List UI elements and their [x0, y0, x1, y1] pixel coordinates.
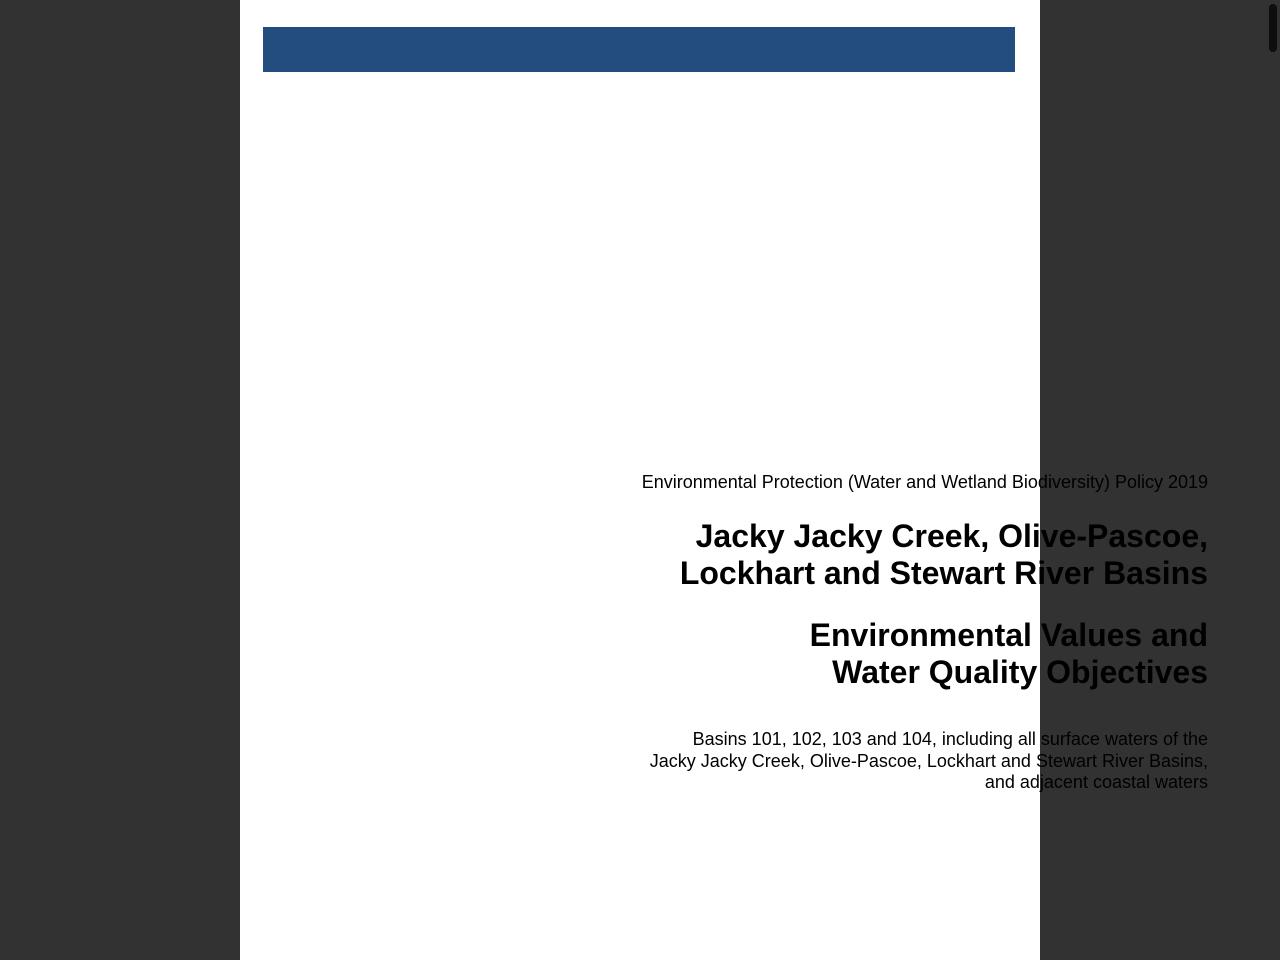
subtitle-line: Water Quality Objectives — [832, 654, 1208, 690]
description-line: Jacky Jacky Creek, Olive-Pascoe, Lockhart and Stewart River Basins, — [649, 750, 1208, 771]
subtitle-line: Environmental Values and — [809, 617, 1208, 653]
description-line: and adjacent coastal waters — [984, 772, 1208, 792]
scope-description — [650, 729, 1208, 794]
document-subtitle — [810, 617, 1208, 691]
title-line: Jacky Jacky Creek, Olive-Pascoe, — [695, 518, 1208, 554]
policy-name: Environmental Protection (Water and Wetland Biodiversity) Policy 2019 — [641, 472, 1208, 492]
header-banner — [263, 27, 1015, 72]
title-line: Lockhart and Stewart River Basins — [679, 555, 1208, 591]
description-line: Basins 101, 102, 103 and 104, including all surface waters of the — [692, 729, 1208, 749]
document-title — [680, 518, 1208, 592]
scrollbar-thumb[interactable] — [1269, 4, 1277, 52]
vertical-scrollbar[interactable] — [1266, 0, 1280, 960]
